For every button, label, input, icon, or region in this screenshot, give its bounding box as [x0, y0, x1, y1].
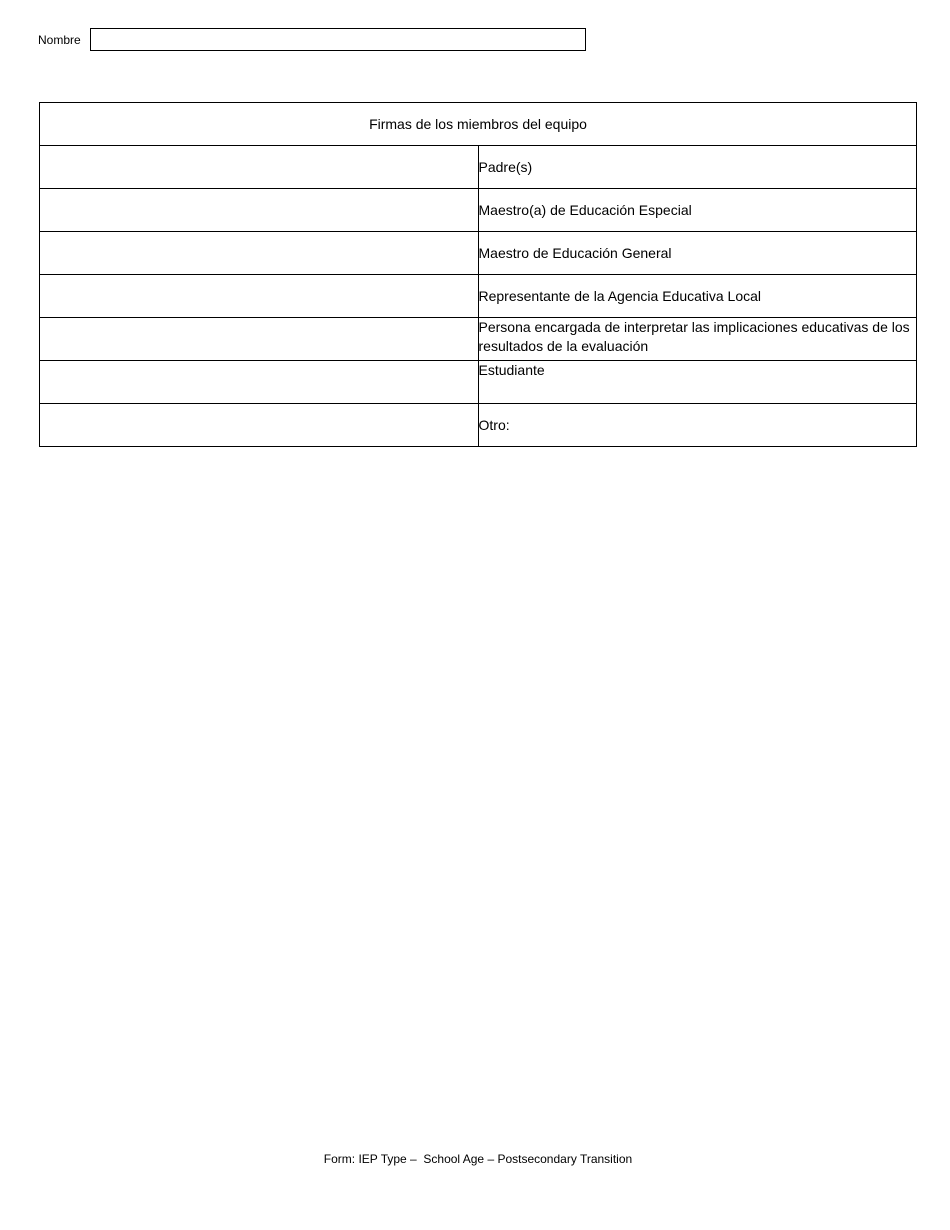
- signatures-table: [39, 102, 917, 447]
- role-label-general-ed-teacher: Maestro de Educación General: [478, 232, 917, 275]
- signature-row-lea-representative: [40, 275, 917, 318]
- role-label-parents: Padre(s): [478, 146, 917, 189]
- name-label: Nombre: [38, 32, 81, 47]
- signature-field-other[interactable]: [40, 404, 479, 447]
- role-label-other: Otro:: [478, 404, 917, 447]
- signatures-header: Firmas de los miembros del equipo: [40, 103, 917, 146]
- signature-row-parents: [40, 146, 917, 189]
- role-label-evaluation-interpreter: Persona encargada de interpretar las implicaciones educativas de los resultados de la evaluación: [478, 318, 917, 361]
- signature-row-student: [40, 361, 917, 404]
- signatures-header-row: [40, 103, 917, 146]
- signature-field-evaluation-interpreter[interactable]: [40, 318, 479, 361]
- name-input[interactable]: [90, 28, 586, 51]
- role-label-lea-representative: Representante de la Agencia Educativa Local: [478, 275, 917, 318]
- signature-row-special-ed-teacher: [40, 189, 917, 232]
- signature-field-general-ed-teacher[interactable]: [40, 232, 479, 275]
- signature-row-other: [40, 404, 917, 447]
- signature-row-general-ed-teacher: [40, 232, 917, 275]
- role-label-special-ed-teacher: Maestro(a) de Educación Especial: [478, 189, 917, 232]
- signature-row-evaluation-interpreter: [40, 318, 917, 361]
- signature-field-lea-representative[interactable]: [40, 275, 479, 318]
- signature-field-student[interactable]: [40, 361, 479, 404]
- form-footer: Form: IEP Type – School Age – Postsecondary Transition: [323, 1152, 633, 1166]
- name-row: [38, 27, 586, 52]
- role-label-student: Estudiante: [478, 361, 917, 404]
- signature-field-parents[interactable]: [40, 146, 479, 189]
- signature-field-special-ed-teacher[interactable]: [40, 189, 479, 232]
